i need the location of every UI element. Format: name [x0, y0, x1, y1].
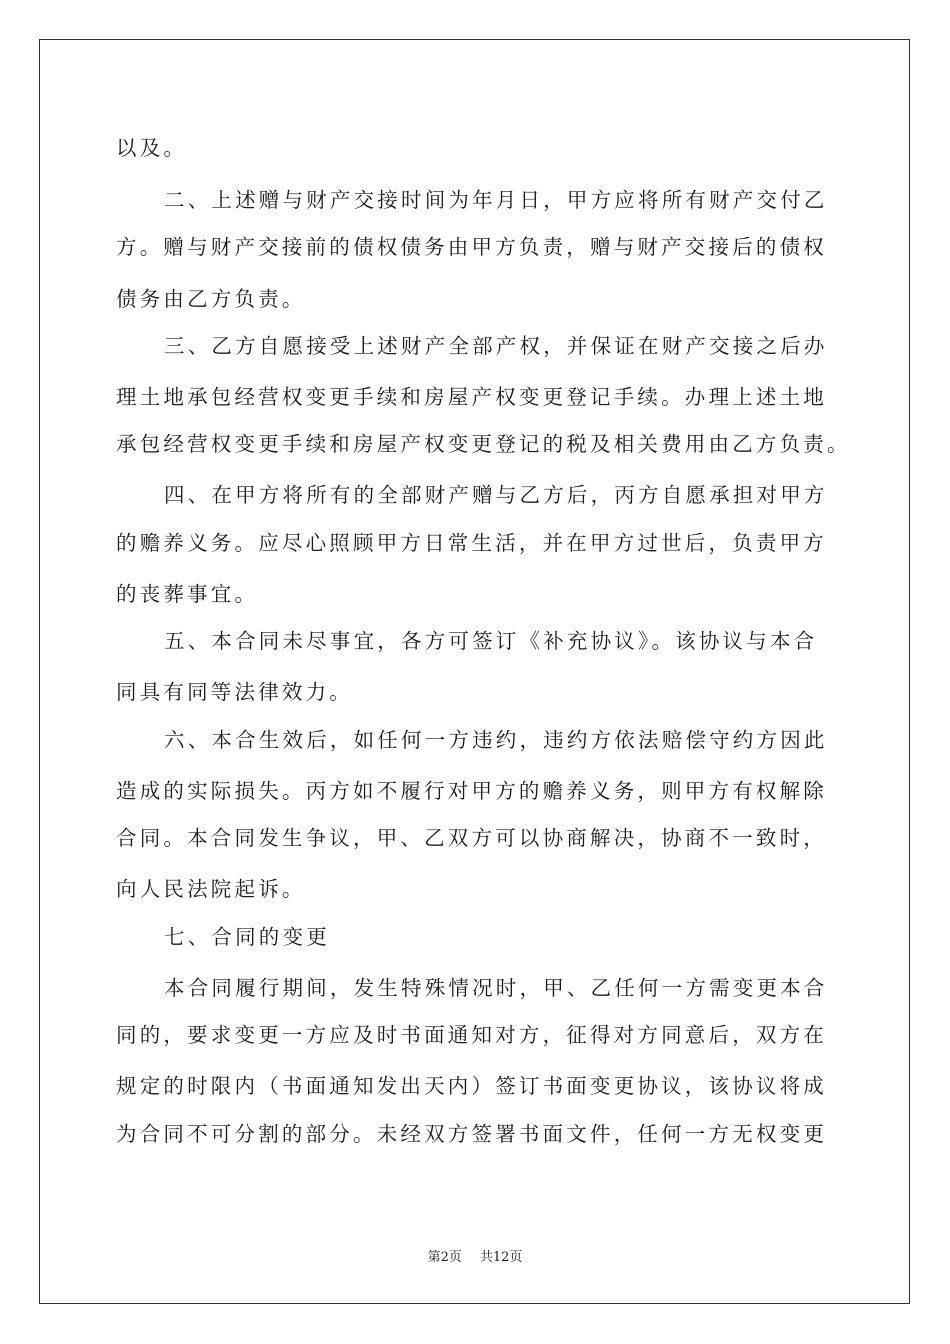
text-line: 合同。本合同发生争议，甲、乙双方可以协商解决，协商不一致时， — [116, 826, 827, 850]
text-line: 本合同履行期间，发生特殊情况时，甲、乙任何一方需变更本合 — [164, 976, 828, 1000]
text-line: 六、本合生效后，如任何一方违约，违约方依法赔偿守约方因此 — [164, 728, 828, 752]
text-line: 方。赠与财产交接前的债权债务由甲方负责，赠与财产交接后的债权 — [116, 235, 827, 259]
text-line: 的赡养义务。应尽心照顾甲方日常生活，并在甲方过世后，负责甲方 — [116, 531, 827, 555]
text-line: 理土地承包经营权变更手续和房屋产权变更登记手续。办理上述土地 — [116, 385, 827, 409]
text-line: 以及。 — [116, 136, 188, 160]
text-line: 同具有同等法律效力。 — [116, 680, 353, 704]
section-heading: 七、合同的变更 — [164, 925, 330, 949]
text-line: 承包经营权变更手续和房屋产权变更登记的税及相关费用由乙方负责。 — [116, 432, 851, 456]
total-pages: 共12页 — [479, 1250, 523, 1265]
page-footer — [0, 1246, 950, 1265]
text-line: 债务由乙方负责。 — [116, 287, 306, 311]
text-line: 的丧葬事宜。 — [116, 582, 259, 606]
page-number: 第2页 — [427, 1250, 462, 1265]
text-line: 五、本合同未尽事宜，各方可签订《补充协议》。该协议与本合 — [164, 629, 818, 653]
text-line: 造成的实际损失。丙方如不履行对甲方的赡养义务，则甲方有权解除 — [116, 779, 827, 803]
text-line: 三、乙方自愿接受上述财产全部产权，并保证在财产交接之后办 — [164, 334, 828, 358]
text-line: 为合同不可分割的部分。未经双方签署书面文件，任何一方无权变更 — [116, 1122, 827, 1146]
text-line: 四、在甲方将所有的全部财产赠与乙方后，丙方自愿承担对甲方 — [164, 483, 828, 507]
text-line: 同的，要求变更一方应及时书面通知对方，征得对方同意后，双方在 — [116, 1023, 827, 1047]
text-line: 二、上述赠与财产交接时间为年月日，甲方应将所有财产交付乙 — [164, 188, 828, 212]
text-line: 向人民法院起诉。 — [116, 877, 306, 901]
text-line: 规定的时限内（书面通知发出天内）签订书面变更协议，该协议将成 — [116, 1074, 827, 1098]
